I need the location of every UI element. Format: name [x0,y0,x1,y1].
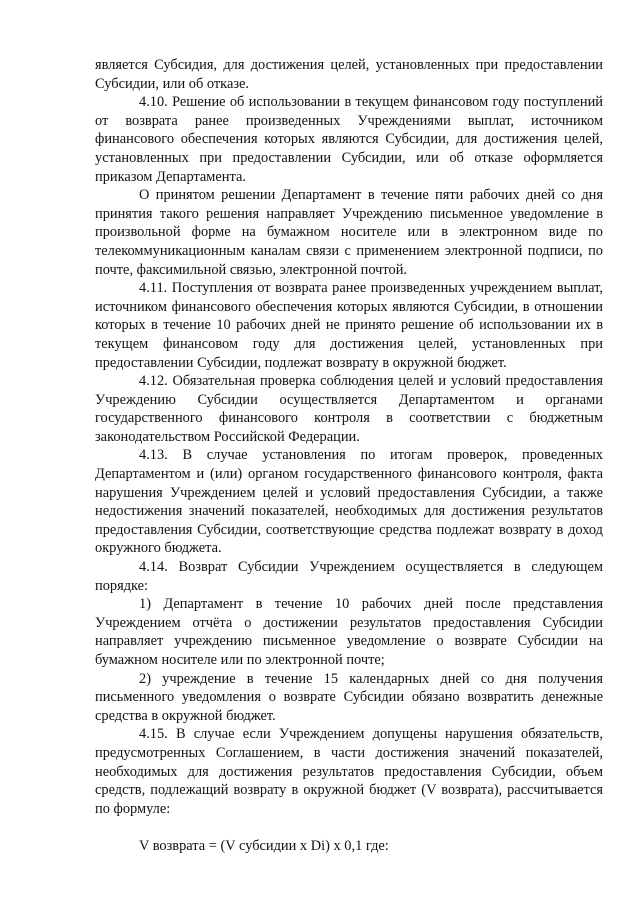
document-body [95,56,603,856]
paragraph-4-15: 4.15. В случае если Учреждением допущены нарушения обязательств, предусмотренных Соглашением, в части достижения значений показателей, необходимых для достижения результатов предоставления Субсидии, объем средств, подлежащий возврату в окружной бюджет (V возврата), рассчитывается по формуле: [95,726,603,817]
paragraph-4-10: 4.10. Решение об использовании в текущем финансовом году поступлений от возврата ранее произведенных Учреждениями выплат, источником финансового обеспечения которых являются Субсидии, для достижения целей, установленных при предоставлении Субсидии, или об отказе оформляется приказом Департамента. [95,94,603,185]
paragraph-4-12: 4.12. Обязательная проверка соблюдения целей и условий предоставления Учреждению Субсидии осуществляется Департаментом и органами государственного финансового контроля в соответствии с бюджетным законодательством Российской Федерации. [95,373,603,445]
list-item-2: 2) учреждение в течение 15 календарных дней со дня получения письменного уведомления о возврате Субсидии обязано возвратить денежные средства в окружной бюджет. [95,670,603,724]
list-item-1: 1) Департамент в течение 10 рабочих дней после представления Учреждением отчёта о достижении результатов предоставления Субсидии направляет учреждению письменное уведомление о возврате Субсидии на бумажном носителе или по электронной почте; [95,596,603,668]
paragraph-notification: О принятом решении Департамент в течение пяти рабочих дней со дня принятия такого решения направляет Учреждению письменное уведомление в произвольной форме на бумажном носителе или в электронном виде по телекоммуникационным каналам связи с применением электронной подписи, по почте, факсимильной связью, электронной почтой. [95,187,603,278]
paragraph-4-14: 4.14. Возврат Субсидии Учреждением осуществляется в следующем порядке: [95,559,603,594]
paragraph-continuation: является Субсидия, для достижения целей, установленных при предоставлении Субсидии, или об отказе. [95,57,603,92]
paragraph-4-13: 4.13. В случае установления по итогам проверок, проведенных Департаментом и (или) органом государственного финансового контроля, факта нарушения Учреждением целей и условий предоставления Субсидии, а также недостижения значений показателей, необходимых для достижения результатов предоставления Субсидии, соответствующие средства подлежат возврату в доход окружного бюджета. [95,447,603,557]
paragraph-4-11: 4.11. Поступления от возврата ранее произведенных учреждением выплат, источником финансового обеспечения которых являются Субсидии, в отношении которых в течение 10 рабочих дней не принято решение об использовании их в текущем финансовом году для достижения целей, установленных при предоставлении Субсидии, подлежат возврату в окружной бюджет. [95,280,603,371]
formula-line: V возврата = (V субсидии x Di) x 0,1 где: [139,837,389,854]
